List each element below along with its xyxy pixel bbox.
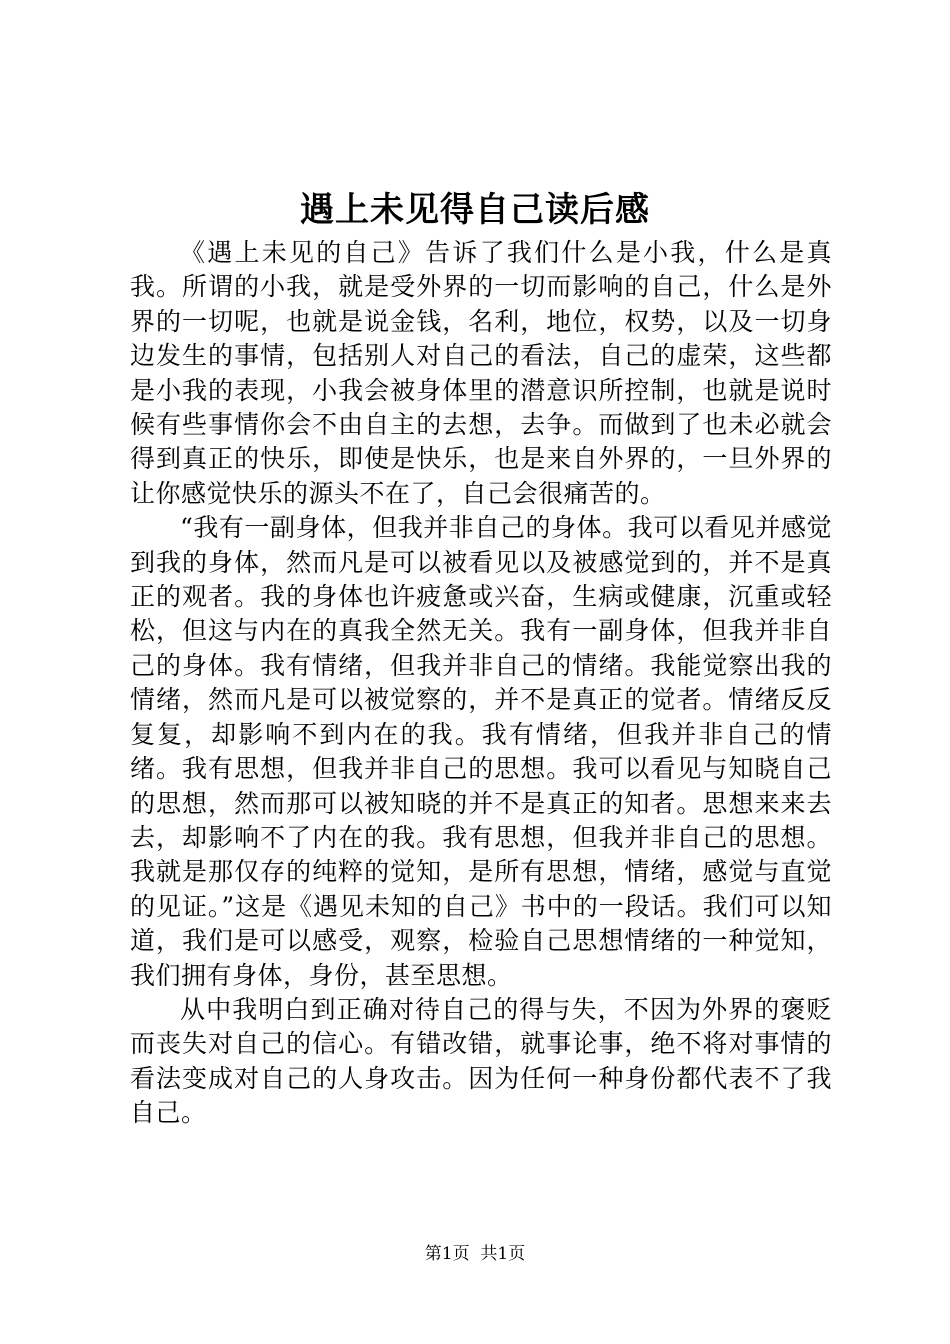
document-title: 遇上未见得自己读后感 — [300, 190, 650, 230]
paragraph-2: “我有一副身体，但我并非自己的身体。我可以看见并感觉到我的身体，然而凡是可以被看见以及被感觉到的，并不是真正的观者。我的身体也许疲惫或兴奋，生病或健康，沉重或轻松，但这与内在的真我全然无关。我有一副身体，但我并非自己的身体。我有情绪，但我并非自己的情绪。我能觉察出我的情绪，然而凡是可以被觉察的，并不是真正的觉者。情绪反反复复，却影响不到内在的我。我有情绪，但我并非自己的情绪。我有思想，但我并非自己的思想。我可以看见与知晓自己的思想，然而那可以被知晓的并不是真正的知者。思想来来去去，却影响不了内在的我。我有思想，但我并非自己的思想。我就是那仅存的纯粹的觉知，是所有思想，情绪，感觉与直觉的见证。”这是《遇见未知的自己》书中的一段话。我们可以知道，我们是可以感受，观察，检验自己思想情绪的一种觉知，我们拥有身体，身份，甚至思想。 — [130, 513, 832, 990]
paragraph-1: 《遇上未见的自己》告诉了我们什么是小我，什么是真我。所谓的小我，就是受外界的一切而影响的自己，什么是外界的一切呢，也就是说金钱，名利，地位，权势，以及一切身边发生的事情，包括别人对自己的看法，自己的虚荣，这些都是小我的表现，小我会被身体里的潜意识所控制，也就是说时候有些事情你会不由自主的去想，去争。而做到了也未必就会得到真正的快乐，即使是快乐，也是来自外界的，一旦外界的让你感觉快乐的源头不在了，自己会很痛苦的。 — [130, 238, 832, 508]
paragraph-3: 从中我明白到正确对待自己的得与失，不因为外界的褒贬而丧失对自己的信心。有错改错，就事论事，绝不将对事情的看法变成对自己的人身攻击。因为任何一种身份都代表不了我自己。 — [130, 994, 832, 1128]
page-footer: 第1页 共1页 — [424, 1244, 526, 1264]
document-body — [130, 236, 832, 1131]
